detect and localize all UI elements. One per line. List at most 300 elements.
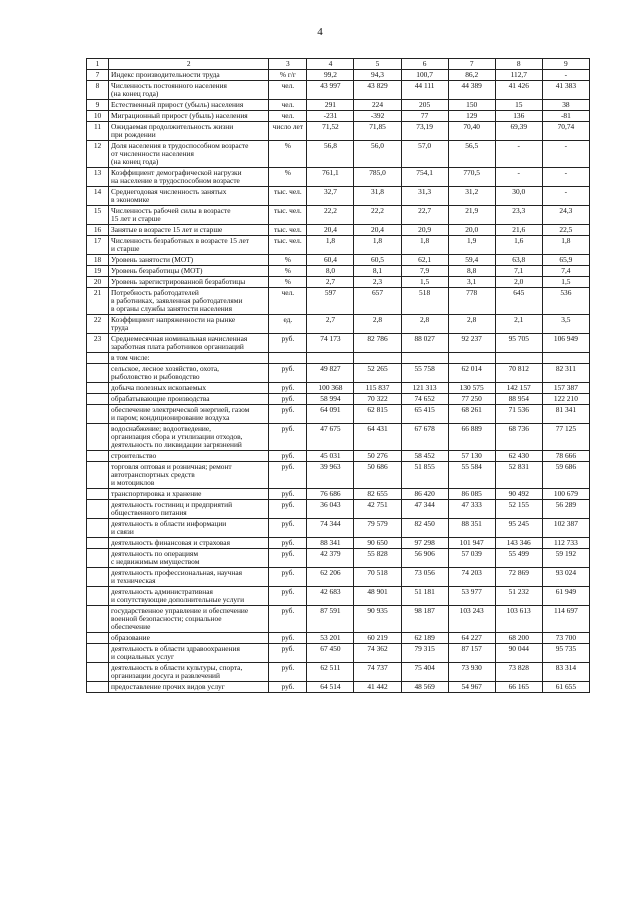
row-number-cell <box>87 353 109 364</box>
value-cell: 32,7 <box>307 187 354 206</box>
table-header-row <box>87 59 590 70</box>
value-cell: 74 173 <box>307 334 354 353</box>
value-cell: 56,5 <box>448 141 495 168</box>
unit-cell: руб. <box>269 663 307 682</box>
value-cell: 114 697 <box>542 606 589 633</box>
table-row <box>87 225 590 236</box>
value-cell: 79 579 <box>354 519 401 538</box>
row-number-cell <box>87 682 109 693</box>
indicator-name-cell: сельское, лесное хозяйство, охота, рыболовство и рыбоводство <box>109 364 269 383</box>
value-cell: 31,8 <box>354 187 401 206</box>
value-cell: 56,0 <box>354 141 401 168</box>
header-cell: 9 <box>542 59 589 70</box>
value-cell: 88 954 <box>495 394 542 405</box>
table-row <box>87 424 590 451</box>
unit-cell: руб. <box>269 489 307 500</box>
row-number-cell: 20 <box>87 277 109 288</box>
table-row <box>87 663 590 682</box>
value-cell: 65,9 <box>542 255 589 266</box>
value-cell: 143 346 <box>495 538 542 549</box>
value-cell: 83 314 <box>542 663 589 682</box>
table-row <box>87 334 590 353</box>
value-cell: 98 187 <box>401 606 448 633</box>
value-cell: 58 452 <box>401 451 448 462</box>
unit-cell: руб. <box>269 644 307 663</box>
unit-cell: руб. <box>269 519 307 538</box>
value-cell: 81 341 <box>542 405 589 424</box>
value-cell <box>448 353 495 364</box>
value-cell: 70 518 <box>354 568 401 587</box>
value-cell: 103 613 <box>495 606 542 633</box>
table-row <box>87 100 590 111</box>
value-cell: 122 210 <box>542 394 589 405</box>
page-number: 4 <box>317 26 323 38</box>
table-row <box>87 187 590 206</box>
value-cell: 74 652 <box>401 394 448 405</box>
unit-cell: руб. <box>269 633 307 644</box>
value-cell: 60 219 <box>354 633 401 644</box>
value-cell: 1,6 <box>495 236 542 255</box>
unit-cell: руб. <box>269 538 307 549</box>
value-cell: 82 450 <box>401 519 448 538</box>
value-cell: 8,1 <box>354 266 401 277</box>
value-cell: 1,5 <box>542 277 589 288</box>
value-cell: 73 700 <box>542 633 589 644</box>
value-cell: 71,85 <box>354 122 401 141</box>
value-cell: 43 829 <box>354 81 401 100</box>
value-cell: 42 683 <box>307 587 354 606</box>
table-row <box>87 633 590 644</box>
table-row <box>87 568 590 587</box>
value-cell: 74 203 <box>448 568 495 587</box>
value-cell: 23,3 <box>495 206 542 225</box>
value-cell: 77 <box>401 111 448 122</box>
value-cell <box>307 353 354 364</box>
value-cell: 53 201 <box>307 633 354 644</box>
value-cell: 2,8 <box>354 315 401 334</box>
value-cell: 68 200 <box>495 633 542 644</box>
value-cell: 87 591 <box>307 606 354 633</box>
table-row <box>87 236 590 255</box>
unit-cell: руб. <box>269 334 307 353</box>
row-number-cell: 13 <box>87 168 109 187</box>
indicator-name-cell: торговля оптовая и розничная; ремонт автотранспортных средств и мотоциклов <box>109 462 269 489</box>
value-cell: 1,8 <box>542 236 589 255</box>
row-number-cell <box>87 587 109 606</box>
value-cell: 92 237 <box>448 334 495 353</box>
table-row <box>87 682 590 693</box>
indicator-name-cell: Занятые в возрасте 15 лет и старше <box>109 225 269 236</box>
value-cell: 130 575 <box>448 383 495 394</box>
value-cell: 518 <box>401 288 448 315</box>
table-row <box>87 394 590 405</box>
indicator-name-cell: в том числе: <box>109 353 269 364</box>
value-cell: 157 387 <box>542 383 589 394</box>
table-row <box>87 277 590 288</box>
table-row <box>87 266 590 277</box>
unit-cell: % <box>269 141 307 168</box>
value-cell: 97 298 <box>401 538 448 549</box>
value-cell: 90 935 <box>354 606 401 633</box>
unit-cell: чел. <box>269 288 307 315</box>
header-cell: 6 <box>401 59 448 70</box>
value-cell: - <box>542 187 589 206</box>
indicator-name-cell: Доля населения в трудоспособном возрасте от численности населения (на конец года) <box>109 141 269 168</box>
value-cell: - <box>495 168 542 187</box>
value-cell: 52 155 <box>495 500 542 519</box>
value-cell: 112,7 <box>495 70 542 81</box>
header-cell: 4 <box>307 59 354 70</box>
value-cell: 142 157 <box>495 383 542 394</box>
value-cell: 7,4 <box>542 266 589 277</box>
value-cell: 95 735 <box>542 644 589 663</box>
unit-cell: % <box>269 255 307 266</box>
indicator-name-cell: Численность постоянного населения (на конец года) <box>109 81 269 100</box>
value-cell: 67 678 <box>401 424 448 451</box>
value-cell: 597 <box>307 288 354 315</box>
unit-cell: руб. <box>269 587 307 606</box>
indicator-name-cell: деятельность в области культуры, спорта, организации досуга и развлечений <box>109 663 269 682</box>
value-cell: 44 111 <box>401 81 448 100</box>
value-cell: 71 536 <box>495 405 542 424</box>
value-cell: 88 341 <box>307 538 354 549</box>
unit-cell: руб. <box>269 568 307 587</box>
value-cell: 93 024 <box>542 568 589 587</box>
unit-cell: руб. <box>269 682 307 693</box>
indicator-name-cell: Коэффициент напряженности на рынке труда <box>109 315 269 334</box>
value-cell: 99,2 <box>307 70 354 81</box>
value-cell: 657 <box>354 288 401 315</box>
value-cell <box>354 353 401 364</box>
table-row <box>87 549 590 568</box>
value-cell: 20,4 <box>307 225 354 236</box>
row-number-cell <box>87 538 109 549</box>
value-cell: 62 206 <box>307 568 354 587</box>
value-cell: 64 227 <box>448 633 495 644</box>
value-cell: 102 387 <box>542 519 589 538</box>
table-row <box>87 538 590 549</box>
row-number-cell: 7 <box>87 70 109 81</box>
value-cell: 291 <box>307 100 354 111</box>
value-cell: 55 758 <box>401 364 448 383</box>
unit-cell: тыс. чел. <box>269 187 307 206</box>
unit-cell: тыс. чел. <box>269 225 307 236</box>
table-row <box>87 587 590 606</box>
unit-cell: тыс. чел. <box>269 236 307 255</box>
value-cell: 51 232 <box>495 587 542 606</box>
value-cell: 70,74 <box>542 122 589 141</box>
value-cell: 88 351 <box>448 519 495 538</box>
indicator-name-cell: Естественный прирост (убыль) населения <box>109 100 269 111</box>
indicator-name-cell: обрабатывающие производства <box>109 394 269 405</box>
value-cell: 22,5 <box>542 225 589 236</box>
unit-cell: руб. <box>269 394 307 405</box>
indicator-name-cell: деятельность профессиональная, научная и техническая <box>109 568 269 587</box>
value-cell: 53 977 <box>448 587 495 606</box>
value-cell: 73,19 <box>401 122 448 141</box>
value-cell: 115 837 <box>354 383 401 394</box>
value-cell: 51 181 <box>401 587 448 606</box>
value-cell <box>495 353 542 364</box>
value-cell: 1,8 <box>307 236 354 255</box>
value-cell: 41 383 <box>542 81 589 100</box>
unit-cell: руб. <box>269 462 307 489</box>
value-cell: 82 311 <box>542 364 589 383</box>
value-cell: 56 906 <box>401 549 448 568</box>
value-cell: 7,1 <box>495 266 542 277</box>
statistics-table <box>86 58 590 693</box>
value-cell: 94,3 <box>354 70 401 81</box>
table-row <box>87 206 590 225</box>
unit-cell: руб. <box>269 424 307 451</box>
value-cell: 22,2 <box>307 206 354 225</box>
value-cell: 21,9 <box>448 206 495 225</box>
row-number-cell <box>87 405 109 424</box>
row-number-cell: 17 <box>87 236 109 255</box>
value-cell: -81 <box>542 111 589 122</box>
value-cell: 22,2 <box>354 206 401 225</box>
indicator-name-cell: деятельность в области здравоохранения и социальных услуг <box>109 644 269 663</box>
value-cell: 54 967 <box>448 682 495 693</box>
value-cell: 55 499 <box>495 549 542 568</box>
header-cell: 3 <box>269 59 307 70</box>
value-cell: 2,7 <box>307 315 354 334</box>
unit-cell: % <box>269 266 307 277</box>
row-number-cell: 12 <box>87 141 109 168</box>
table-row <box>87 519 590 538</box>
unit-cell: руб. <box>269 383 307 394</box>
unit-cell: руб. <box>269 549 307 568</box>
row-number-cell <box>87 644 109 663</box>
header-cell: 2 <box>109 59 269 70</box>
unit-cell: чел. <box>269 100 307 111</box>
value-cell: 61 655 <box>542 682 589 693</box>
value-cell: 39 963 <box>307 462 354 489</box>
header-cell: 1 <box>87 59 109 70</box>
unit-cell: руб. <box>269 500 307 519</box>
indicator-name-cell: предоставление прочих видов услуг <box>109 682 269 693</box>
value-cell: 64 091 <box>307 405 354 424</box>
table-row <box>87 500 590 519</box>
value-cell: - <box>542 168 589 187</box>
table-row <box>87 141 590 168</box>
indicator-name-cell: Уровень занятости (МОТ) <box>109 255 269 266</box>
value-cell: 59 192 <box>542 549 589 568</box>
value-cell: 22,7 <box>401 206 448 225</box>
value-cell: 2,8 <box>401 315 448 334</box>
value-cell: 55 584 <box>448 462 495 489</box>
value-cell: 770,5 <box>448 168 495 187</box>
value-cell: 136 <box>495 111 542 122</box>
value-cell: 95 245 <box>495 519 542 538</box>
table-row <box>87 462 590 489</box>
unit-cell: ед. <box>269 315 307 334</box>
indicator-name-cell: Среднегодовая численность занятых в экономике <box>109 187 269 206</box>
value-cell: 59,4 <box>448 255 495 266</box>
value-cell: 73 828 <box>495 663 542 682</box>
value-cell: 52 831 <box>495 462 542 489</box>
value-cell: 778 <box>448 288 495 315</box>
value-cell: 42 751 <box>354 500 401 519</box>
row-number-cell <box>87 606 109 633</box>
value-cell: 52 265 <box>354 364 401 383</box>
unit-cell: руб. <box>269 405 307 424</box>
row-number-cell <box>87 394 109 405</box>
value-cell <box>542 353 589 364</box>
row-number-cell <box>87 633 109 644</box>
table-row <box>87 288 590 315</box>
value-cell: 74 344 <box>307 519 354 538</box>
value-cell: 106 949 <box>542 334 589 353</box>
value-cell: 50 686 <box>354 462 401 489</box>
value-cell: 45 031 <box>307 451 354 462</box>
value-cell: 62 430 <box>495 451 542 462</box>
value-cell <box>401 353 448 364</box>
row-number-cell <box>87 663 109 682</box>
value-cell: 74 737 <box>354 663 401 682</box>
table-row <box>87 122 590 141</box>
value-cell: 82 655 <box>354 489 401 500</box>
header-cell: 7 <box>448 59 495 70</box>
value-cell: 64 514 <box>307 682 354 693</box>
value-cell: 43 997 <box>307 81 354 100</box>
value-cell: 31,3 <box>401 187 448 206</box>
value-cell: 57 130 <box>448 451 495 462</box>
value-cell: 86,2 <box>448 70 495 81</box>
table-row <box>87 606 590 633</box>
value-cell: 66 889 <box>448 424 495 451</box>
value-cell: 78 666 <box>542 451 589 462</box>
header-cell: 8 <box>495 59 542 70</box>
row-number-cell <box>87 519 109 538</box>
value-cell: 73 056 <box>401 568 448 587</box>
value-cell: 20,9 <box>401 225 448 236</box>
value-cell: 51 855 <box>401 462 448 489</box>
value-cell: 1,8 <box>354 236 401 255</box>
indicator-name-cell: Миграционный прирост (убыль) населения <box>109 111 269 122</box>
value-cell: 7,9 <box>401 266 448 277</box>
row-number-cell: 8 <box>87 81 109 100</box>
value-cell: 73 930 <box>448 663 495 682</box>
header-cell: 5 <box>354 59 401 70</box>
table-row <box>87 255 590 266</box>
table-row <box>87 383 590 394</box>
value-cell: 72 869 <box>495 568 542 587</box>
value-cell: 90 650 <box>354 538 401 549</box>
value-cell: 62 511 <box>307 663 354 682</box>
unit-cell: руб. <box>269 364 307 383</box>
row-number-cell: 14 <box>87 187 109 206</box>
unit-cell: тыс. чел. <box>269 206 307 225</box>
table-row <box>87 81 590 100</box>
value-cell: 68 261 <box>448 405 495 424</box>
indicator-name-cell: добыча полезных ископаемых <box>109 383 269 394</box>
row-number-cell: 21 <box>87 288 109 315</box>
value-cell: 76 686 <box>307 489 354 500</box>
value-cell: 86 085 <box>448 489 495 500</box>
value-cell: 42 379 <box>307 549 354 568</box>
indicator-name-cell: транспортировка и хранение <box>109 489 269 500</box>
row-number-cell <box>87 549 109 568</box>
table-row <box>87 315 590 334</box>
value-cell: 77 125 <box>542 424 589 451</box>
value-cell: 56,8 <box>307 141 354 168</box>
indicator-name-cell: Численность рабочей силы в возрасте 15 лет и старше <box>109 206 269 225</box>
value-cell: 62 189 <box>401 633 448 644</box>
row-number-cell <box>87 364 109 383</box>
value-cell: 68 736 <box>495 424 542 451</box>
indicator-name-cell: строительство <box>109 451 269 462</box>
unit-cell: руб. <box>269 606 307 633</box>
value-cell: 60,4 <box>307 255 354 266</box>
value-cell: 1,8 <box>401 236 448 255</box>
indicator-name-cell: Потребность работодателей в работниках, заявленная работодателями в органы службы занятости населения <box>109 288 269 315</box>
row-number-cell <box>87 451 109 462</box>
table-row <box>87 168 590 187</box>
value-cell: 205 <box>401 100 448 111</box>
row-number-cell <box>87 500 109 519</box>
table-row <box>87 405 590 424</box>
value-cell: 48 569 <box>401 682 448 693</box>
indicator-name-cell: деятельность административная и сопутствующие дополнительные услуги <box>109 587 269 606</box>
value-cell: 47 333 <box>448 500 495 519</box>
value-cell: -392 <box>354 111 401 122</box>
row-number-cell: 15 <box>87 206 109 225</box>
value-cell: 1,9 <box>448 236 495 255</box>
value-cell: 71,52 <box>307 122 354 141</box>
value-cell: 47 675 <box>307 424 354 451</box>
unit-cell: % <box>269 168 307 187</box>
value-cell: 70 812 <box>495 364 542 383</box>
value-cell: 44 389 <box>448 81 495 100</box>
value-cell: 2,0 <box>495 277 542 288</box>
value-cell: 224 <box>354 100 401 111</box>
value-cell: 31,2 <box>448 187 495 206</box>
table-row <box>87 364 590 383</box>
value-cell: 87 157 <box>448 644 495 663</box>
row-number-cell: 16 <box>87 225 109 236</box>
value-cell: 58 994 <box>307 394 354 405</box>
indicator-name-cell: Численность безработных в возрасте 15 лет и старше <box>109 236 269 255</box>
value-cell: 82 786 <box>354 334 401 353</box>
value-cell: 36 043 <box>307 500 354 519</box>
value-cell: 90 044 <box>495 644 542 663</box>
value-cell: 63,8 <box>495 255 542 266</box>
value-cell: 70 322 <box>354 394 401 405</box>
value-cell: 90 492 <box>495 489 542 500</box>
value-cell: 24,3 <box>542 206 589 225</box>
value-cell: 77 250 <box>448 394 495 405</box>
value-cell: 129 <box>448 111 495 122</box>
value-cell: 38 <box>542 100 589 111</box>
row-number-cell: 23 <box>87 334 109 353</box>
indicator-name-cell: Уровень зарегистрированной безработицы <box>109 277 269 288</box>
row-number-cell: 10 <box>87 111 109 122</box>
indicator-name-cell: Среднемесячная номинальная начисленная заработная плата работников организаций <box>109 334 269 353</box>
value-cell: - <box>542 141 589 168</box>
value-cell: 20,4 <box>354 225 401 236</box>
value-cell: 8,8 <box>448 266 495 277</box>
value-cell: 101 947 <box>448 538 495 549</box>
value-cell: - <box>495 141 542 168</box>
indicator-name-cell: Уровень безработицы (МОТ) <box>109 266 269 277</box>
value-cell: 100 368 <box>307 383 354 394</box>
row-number-cell <box>87 568 109 587</box>
indicator-name-cell: Индекс производительности труда <box>109 70 269 81</box>
table-row <box>87 489 590 500</box>
value-cell: 100,7 <box>401 70 448 81</box>
value-cell: 64 431 <box>354 424 401 451</box>
